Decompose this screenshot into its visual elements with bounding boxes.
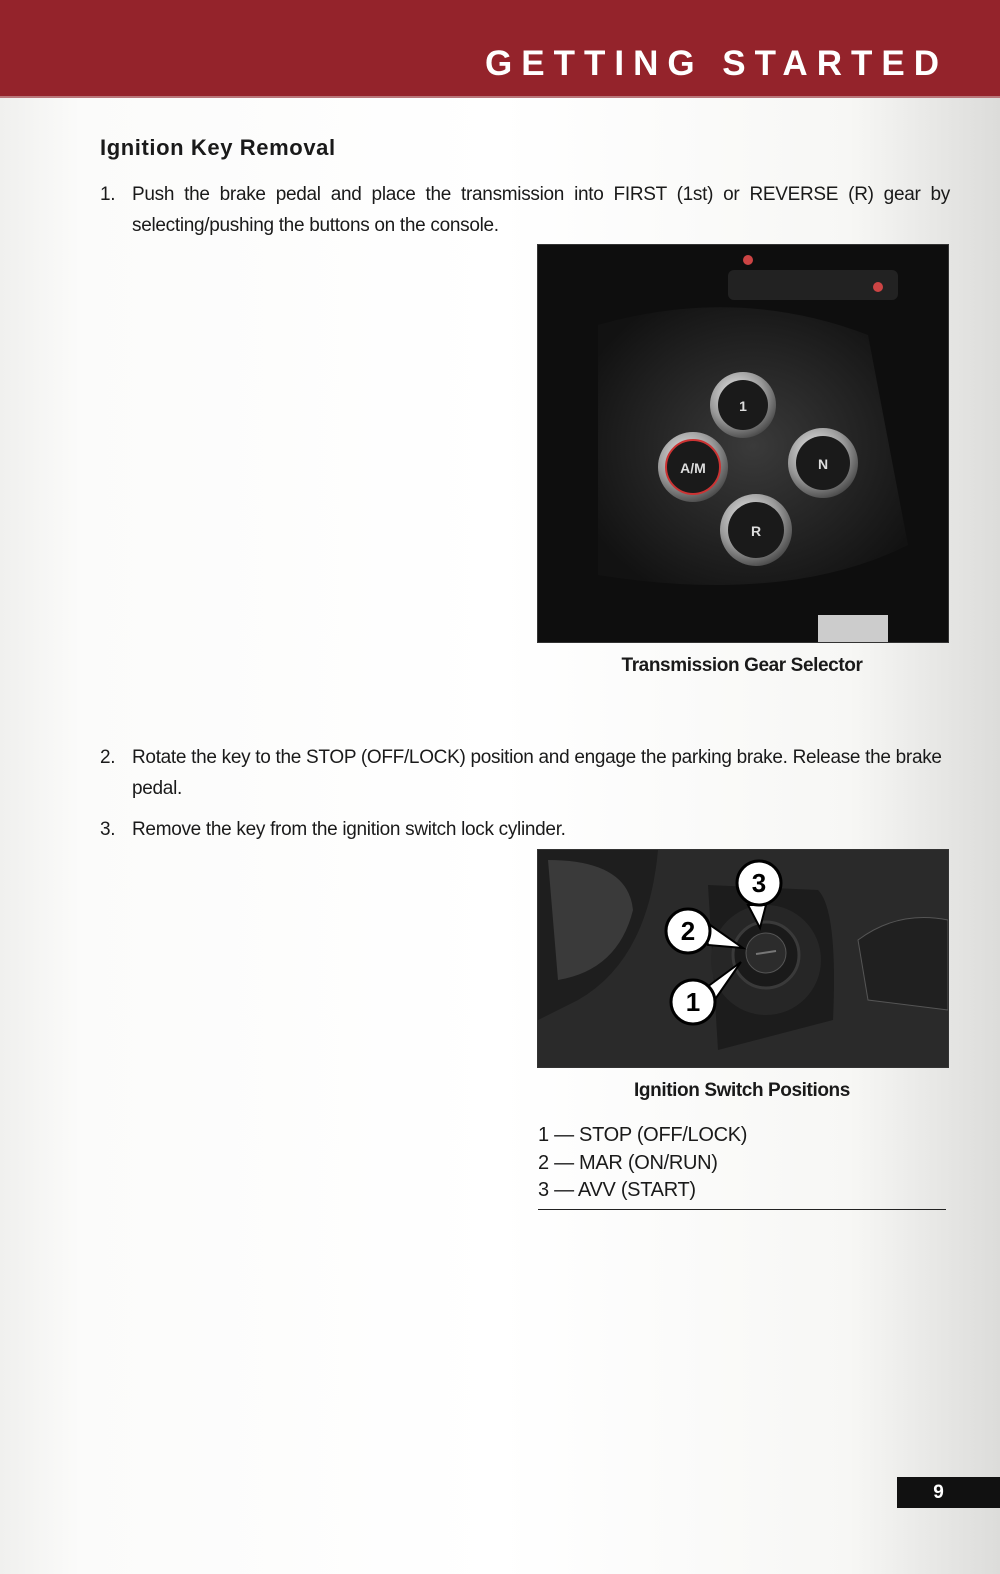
step-3 bbox=[100, 814, 950, 845]
legend-item: 1 — STOP (OFF/LOCK) bbox=[538, 1124, 748, 1146]
figure-caption: Ignition Switch Positions bbox=[634, 1080, 850, 1101]
gear-button-n bbox=[788, 428, 858, 498]
step-1 bbox=[100, 179, 950, 241]
figure-caption: Transmission Gear Selector bbox=[621, 655, 863, 676]
svg-text:1: 1 bbox=[685, 987, 701, 1017]
gear-button-1 bbox=[710, 372, 776, 438]
svg-text:1: 1 bbox=[739, 398, 747, 414]
svg-text:A/M: A/M bbox=[680, 460, 706, 476]
header-title: GETTING STARTED bbox=[485, 44, 948, 83]
step-text: Remove the key from the ignition switch lock cylinder. bbox=[132, 819, 566, 840]
legend-item: 3 — AVV (START) bbox=[538, 1179, 696, 1201]
ignition-positions-legend bbox=[538, 1122, 946, 1210]
page-header bbox=[0, 0, 1000, 98]
gear-button-r bbox=[720, 494, 792, 566]
step-number: 1. bbox=[100, 184, 116, 205]
step-number: 2. bbox=[100, 747, 116, 768]
svg-text:3: 3 bbox=[751, 868, 767, 898]
svg-text:R: R bbox=[750, 523, 762, 539]
step-number: 3. bbox=[100, 819, 116, 840]
step-text: Rotate the key to the STOP (OFF/LOCK) position and engage the parking brake. Release the brake pedal. bbox=[132, 747, 942, 799]
gear-button-am bbox=[658, 432, 728, 502]
svg-text:2: 2 bbox=[680, 916, 696, 946]
legend-item: 2 — MAR (ON/RUN) bbox=[538, 1151, 718, 1174]
section-title: Ignition Key Removal bbox=[100, 135, 336, 160]
transmission-gear-selector-photo bbox=[537, 244, 949, 643]
svg-text:N: N bbox=[817, 456, 829, 472]
ignition-switch-photo bbox=[537, 849, 949, 1068]
step-text: Push the brake pedal and place the transmission into FIRST (1st) or REVERSE (R) gear by selecting/pushing the buttons on the console. bbox=[132, 184, 950, 236]
step-2 bbox=[100, 742, 950, 804]
page-number: 9 bbox=[897, 1477, 1000, 1508]
